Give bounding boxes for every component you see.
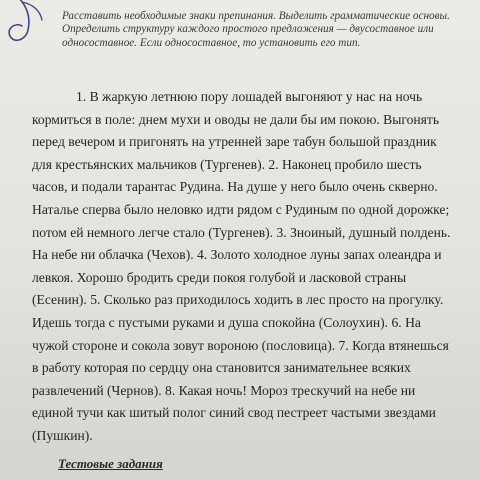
exercise-text: 1. В жаркую летнюю пору лошадей выгоняют у нас на ночь кормиться в поле: днем мухи и оводы не дали бы им покою. Выгонять перед вечером и пригонять на утренней заре табун большой праздник для крестьянских мальчиков (Тургенев). 2. Наконец пробило шесть часов, и подали тарантас Рудина. На душе у него было очень скверно. Наталье сперва было неловко идти рядом с Рудиным по одной дорожке; потом ей немного легче стало (Тургенев). 3. Зноиный, душный полдень. На небе ни облачка (Чехов). 4. Золото холодное луны запах олеандра и левкоя. Хорошо бродить среди покоя голубой и ласковой страны (Есенин). 5. Сколько раз приходилось ходить в лес просто на прогулку. Идешь тогда с пустыми руками и душа спокойна (Солоухин). 6. На чужой стороне и сокола зовут вороною (пословица). 7. Когда втянешься в работу которая по сердцу она становится занимательнее всяких развлечений (Чернов). 8. Какая ночь! Мороз трескучий на небе ни единой тучи как шитый полог синий свод пестреет частыми звездами (Пушкин). (32, 89, 451, 443)
handwritten-mark-icon (0, 0, 58, 52)
section-title: Тестовые задания (58, 456, 163, 471)
task-instructions: Расставить необходимые знаки препинания. Выделить грамматические основы. Определить структуру каждого простого предложения — двусоставное или односоставное. Если односоставное, то установить его тип. (62, 10, 450, 49)
